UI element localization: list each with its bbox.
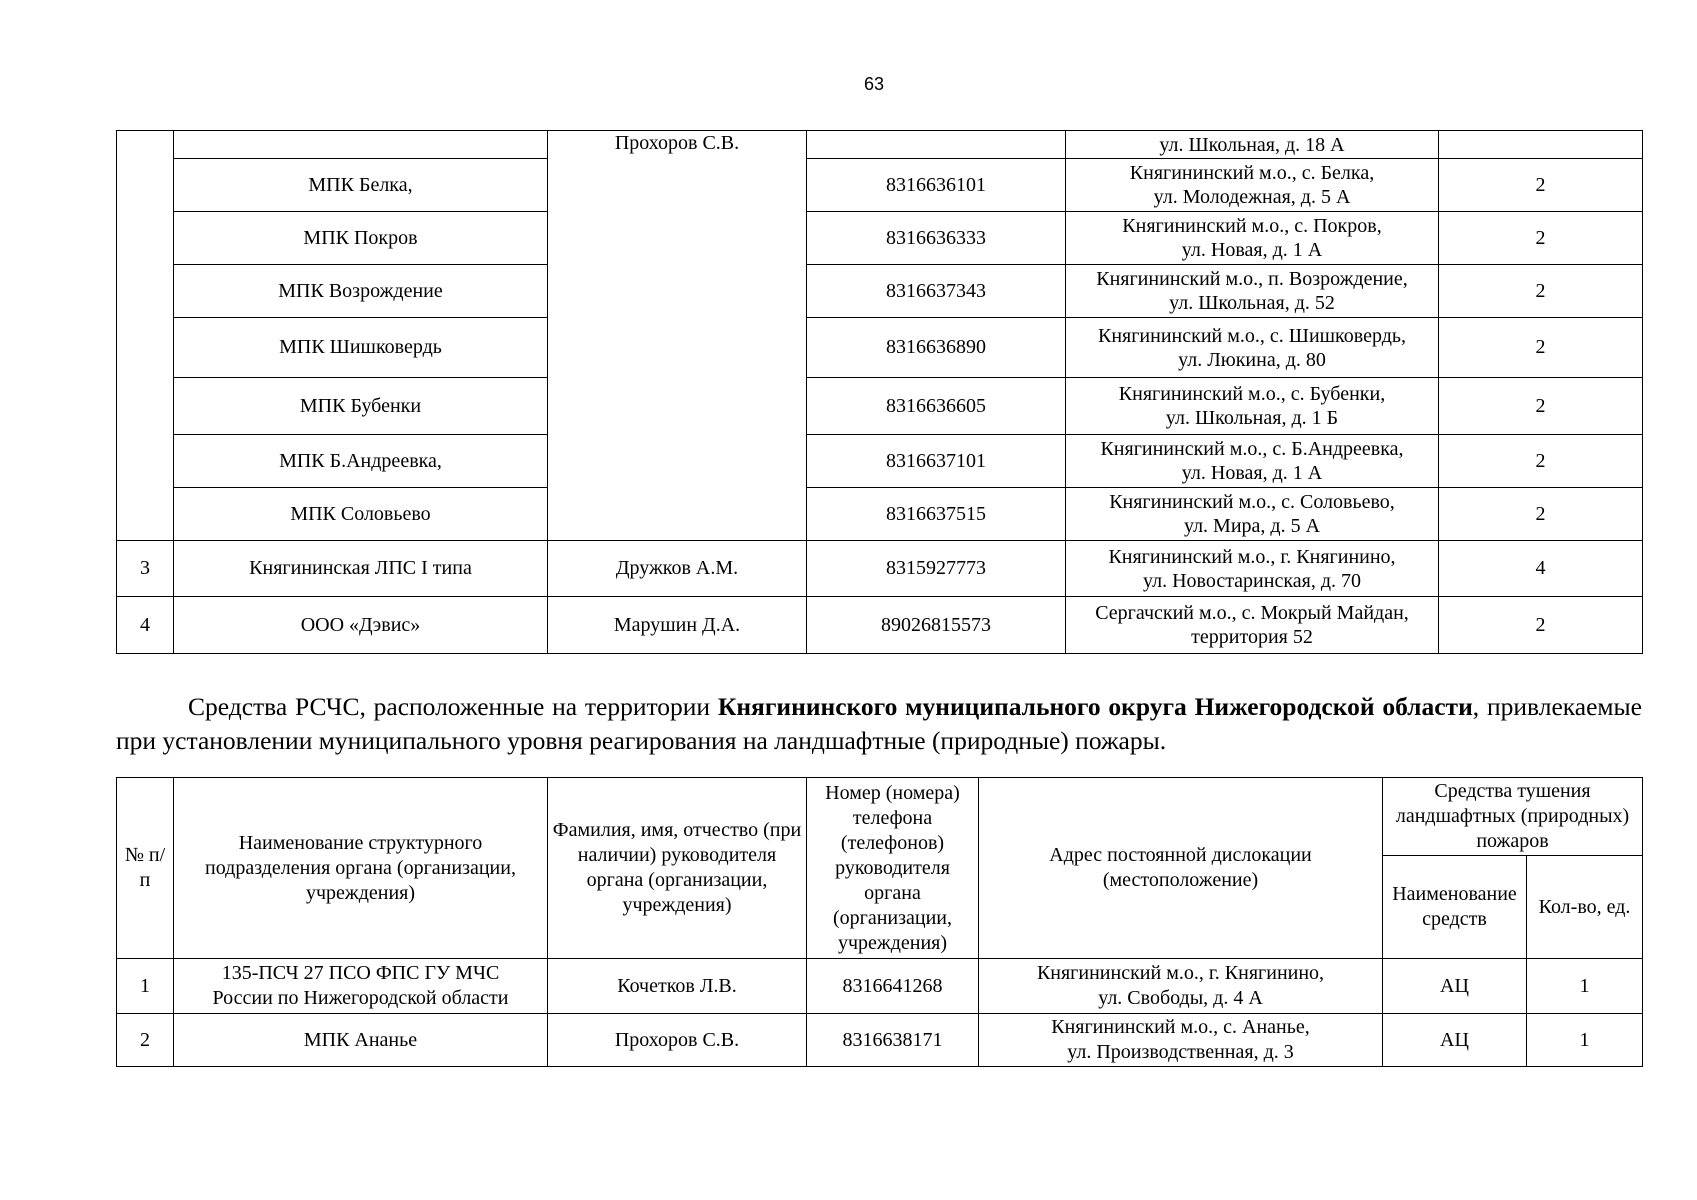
table-row: [117, 488, 1643, 541]
address-line: ул. Школьная, д. 52: [1169, 292, 1335, 314]
count-cell: 2: [1439, 378, 1643, 435]
name-cell: МПК Б.Андреевка,: [174, 435, 548, 488]
num-cell: 4: [117, 597, 174, 654]
table-row: [117, 435, 1643, 488]
table-row: [117, 1014, 1643, 1067]
header-phone: Номер (номера) телефона (телефонов) руководителя органа (организации, учреждения): [807, 778, 979, 959]
count-cell: 2: [1439, 212, 1643, 265]
table-row: [117, 541, 1643, 597]
name-cell: Княгининская ЛПС I типа: [174, 541, 548, 597]
address-cell: [1066, 159, 1439, 212]
address-cell: [979, 959, 1383, 1014]
name-cell: [174, 131, 548, 159]
name-cell: МПК Ананье: [174, 1014, 548, 1067]
address-line: Княгининский м.о., с. Соловьево,: [1109, 491, 1395, 513]
table-row: [117, 159, 1643, 212]
top-table: [116, 130, 1643, 654]
table-row: [117, 959, 1643, 1014]
phone-cell: 8316637515: [807, 488, 1066, 541]
name-cell: МПК Шишковердь: [174, 318, 548, 378]
bottom-table: [116, 777, 1643, 1067]
page-number: 63: [863, 74, 885, 94]
count-cell: 4: [1439, 541, 1643, 597]
heading-text: Средства РСЧС, расположенные на территории: [188, 692, 718, 721]
address-cell: [979, 1014, 1383, 1067]
address-line: ул. Мира, д. 5 А: [1183, 515, 1321, 537]
address-line: ул. Молодежная, д. 5 А: [1153, 186, 1351, 208]
name-cell: МПК Соловьево: [174, 488, 548, 541]
address-line: Княгининский м.о., г. Княгинино,: [1036, 962, 1325, 984]
manager-cell: Дружков А.М.: [548, 541, 807, 597]
address-line: ул. Производственная, д. 3: [1067, 1041, 1294, 1063]
address-cell: [1066, 597, 1439, 654]
table-row: [117, 212, 1643, 265]
table-row: [117, 378, 1643, 435]
address-line: Княгининский м.о., с. Белка,: [1129, 162, 1375, 184]
table-row: [117, 265, 1643, 318]
address-line: ул. Школьная, д. 1 Б: [1165, 407, 1339, 429]
phone-cell: 8316636605: [807, 378, 1066, 435]
manager-cell: Прохоров С.В.: [548, 131, 807, 541]
address-line: Княгининский м.о., с. Покров,: [1122, 215, 1382, 237]
address-line: Княгининский м.о., с. Б.Андреевка,: [1100, 438, 1404, 460]
table-row: [117, 318, 1643, 378]
name-cell: МПК Возрождение: [174, 265, 548, 318]
header-address: Адрес постоянной дислокации (местоположение): [979, 778, 1383, 959]
count-cell: 2: [1439, 318, 1643, 378]
count-cell: 2: [1439, 597, 1643, 654]
means-cell: АЦ: [1383, 1014, 1527, 1067]
address-line: Княгининский м.о., с. Ананье,: [1051, 1016, 1310, 1038]
heading-text: , привлекаемые при установлении муниципального уровня реагирования на ландшафтные (природные) пожары.: [116, 692, 1642, 755]
address-line: Княгининский м.о., с. Бубенки,: [1118, 383, 1386, 405]
section-heading: [116, 690, 1642, 758]
address-cell: [1066, 541, 1439, 597]
address-cell: [1066, 488, 1439, 541]
means-cell: АЦ: [1383, 959, 1527, 1014]
num-cell: 2: [117, 1014, 174, 1067]
phone-cell: 8316636890: [807, 318, 1066, 378]
name-line: 135-ПСЧ 27 ПСО ФПС ГУ МЧС: [221, 962, 500, 984]
phone-cell: 8316638171: [807, 1014, 979, 1067]
manager-cell: Марушин Д.А.: [548, 597, 807, 654]
phone-cell: [807, 131, 1066, 159]
address-line: Княгининский м.о., с. Шишковердь,: [1097, 324, 1406, 347]
name-cell: [174, 959, 548, 1014]
phone-cell: 8316641268: [807, 959, 979, 1014]
header-manager: Фамилия, имя, отчество (при наличии) руководителя органа (организации, учреждения): [548, 778, 807, 959]
address-cell: [1066, 265, 1439, 318]
num-cell: 1: [117, 959, 174, 1014]
count-cell: 1: [1527, 959, 1643, 1014]
address-cell: [1066, 318, 1439, 378]
count-cell: 2: [1439, 265, 1643, 318]
phone-cell: 8316637343: [807, 265, 1066, 318]
address-line: Княгининский м.о., п. Возрождение,: [1096, 268, 1408, 290]
name-cell: МПК Покров: [174, 212, 548, 265]
phone-cell: 8316636101: [807, 159, 1066, 212]
heading-bold-text: Княгининского муниципального округа Нижегородской области: [717, 692, 1473, 721]
count-cell: [1439, 131, 1643, 159]
address-cell: [1066, 378, 1439, 435]
name-line: России по Нижегородской области: [212, 987, 509, 1009]
address-line: ул. Новостаринская, д. 70: [1142, 569, 1362, 592]
count-cell: 2: [1439, 159, 1643, 212]
header-row: [117, 778, 1643, 856]
header-means-name: Наименование средств: [1383, 856, 1527, 959]
header-means-group: Средства тушения ландшафтных (природных) пожаров: [1383, 778, 1643, 856]
address-cell: ул. Школьная, д. 18 А: [1066, 131, 1439, 159]
address-line: ул. Новая, д. 1 А: [1181, 462, 1323, 484]
address-cell: [1066, 435, 1439, 488]
num-cell: [117, 131, 174, 541]
address-line: ул. Свободы, д. 4 А: [1098, 987, 1263, 1009]
name-cell: ООО «Дэвис»: [174, 597, 548, 654]
table-row: [117, 597, 1643, 654]
manager-cell: Кочетков Л.В.: [548, 959, 807, 1014]
phone-cell: 8316637101: [807, 435, 1066, 488]
header-name: Наименование структурного подразделения органа (организации, учреждения): [174, 778, 548, 959]
address-line: Княгининский м.о., г. Княгинино,: [1108, 545, 1396, 568]
address-line: Сергачский м.о., с. Мокрый Майдан,: [1095, 602, 1409, 624]
header-means-count: Кол-во, ед.: [1527, 856, 1643, 959]
name-cell: МПК Белка,: [174, 159, 548, 212]
manager-cell: Прохоров С.В.: [548, 1014, 807, 1067]
phone-cell: 89026815573: [807, 597, 1066, 654]
table-row: [117, 131, 1643, 159]
num-cell: 3: [117, 541, 174, 597]
phone-cell: 8315927773: [807, 541, 1066, 597]
count-cell: 1: [1527, 1014, 1643, 1067]
address-line: территория 52: [1191, 626, 1313, 648]
name-cell: МПК Бубенки: [174, 378, 548, 435]
phone-cell: 8316636333: [807, 212, 1066, 265]
address-line: ул. Люкина, д. 80: [1178, 348, 1326, 371]
address-cell: [1066, 212, 1439, 265]
count-cell: 2: [1439, 488, 1643, 541]
header-num: № п/п: [117, 778, 174, 959]
count-cell: 2: [1439, 435, 1643, 488]
address-line: ул. Новая, д. 1 А: [1181, 239, 1323, 261]
